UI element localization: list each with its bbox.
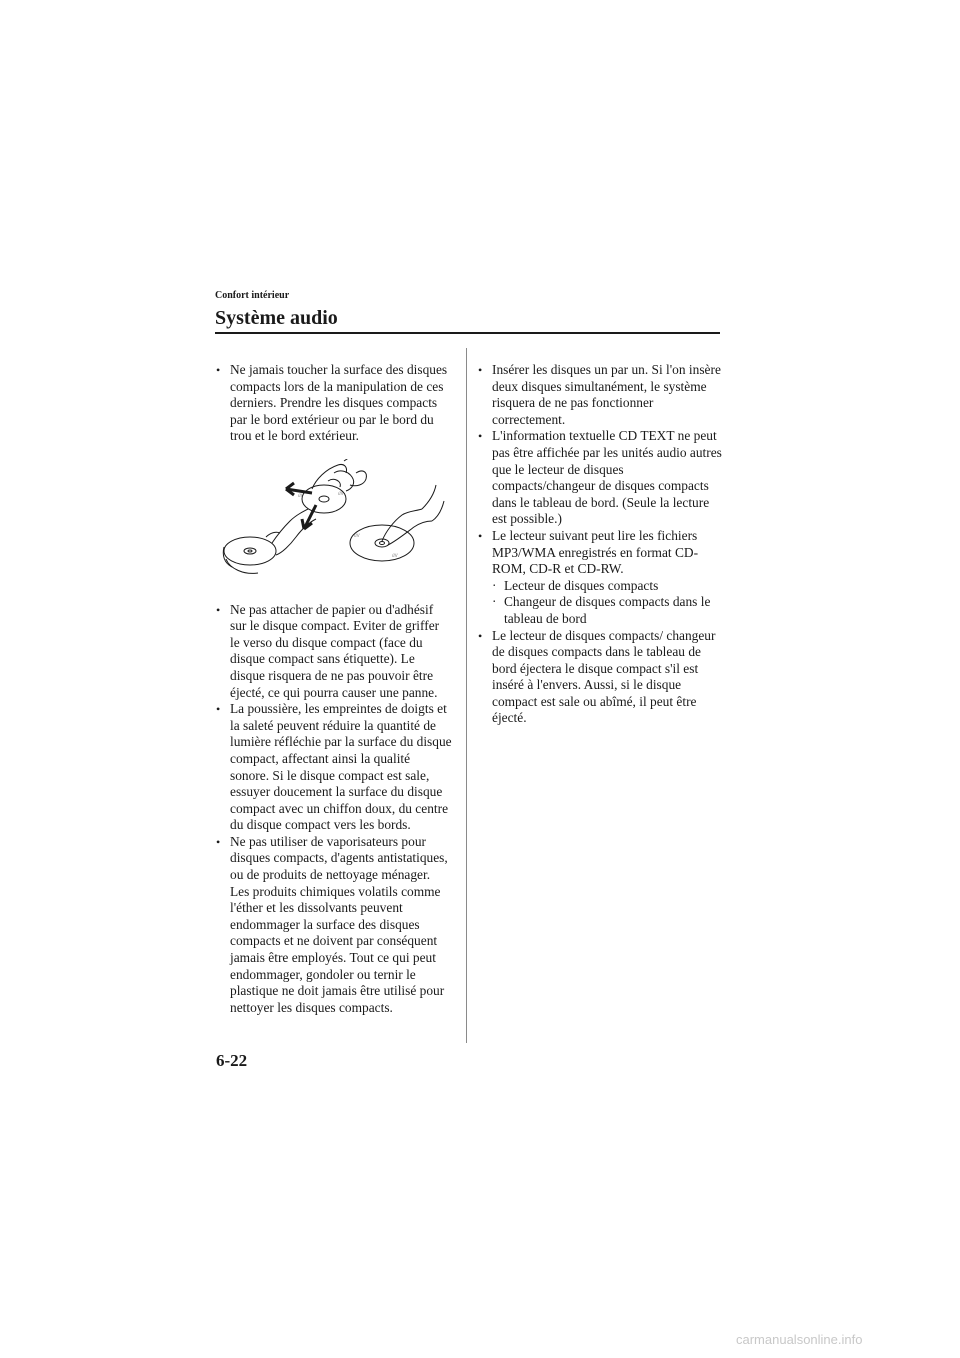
- hand-holding-disc-illustration: [223, 507, 316, 573]
- sub-list: [492, 578, 722, 628]
- bullet-dot-icon: •: [216, 702, 221, 717]
- cd-handling-illustration: [216, 459, 452, 587]
- bullet-item: [216, 834, 452, 1017]
- sub-list-item: [492, 578, 722, 595]
- left-bullets-bottom: [216, 602, 452, 1017]
- left-column: [216, 362, 452, 1016]
- bullet-text: Ne pas utiliser de vaporisateurs pour disques compacts, d'agents antistatiques, ou de produits de nettoyage ménager. Les produits chimiques volatils comme l'éther et les dissolvants peuvent endommager la surface des disques compacts et ne doivent par conséquent jamais être employés. Tout ce qui peut endommager, gondoler ou ternir le plastique ne doit jamais être utilisé pour nettoyer les disques compacts.: [230, 833, 448, 1015]
- section-label: Confort intérieur: [215, 290, 290, 301]
- sub-bullet-dot-icon: ·: [492, 594, 497, 610]
- left-bullets-top: [216, 362, 452, 445]
- bullet-text: Ne pas attacher de papier ou d'adhésif sur le disque compact. Eviter de griffer le verso du disque compact (face du disque compact sans étiquette). Le disque risquera de ne pas pouvoir être éjecté, ce qui pourra causer une panne.: [230, 601, 440, 700]
- bullet-text: Le lecteur suivant peut lire les fichiers MP3/WMA enregistrés en format CD-ROM, CD-R et CD-RW.: [492, 527, 699, 577]
- bullet-dot-icon: •: [216, 602, 221, 617]
- sub-item-text: Changeur de disques compacts dans le tableau de bord: [504, 594, 711, 626]
- svg-text:////: ////: [354, 533, 360, 539]
- bullet-text: L'information textuelle CD TEXT ne peut pas être affichée par les unités audio autres que le lecteur de disques compacts/changeur de disques compacts dans le tableau de bord. (Seule la lecture est possible.): [492, 428, 722, 527]
- page-number: 6-22: [216, 1051, 248, 1070]
- sub-item-text: Lecteur de disques compacts: [504, 577, 659, 593]
- bullet-dot-icon: •: [216, 363, 221, 377]
- svg-text:////: ////: [298, 493, 304, 499]
- header-rule: [215, 332, 720, 334]
- correct-handling-illustration: [350, 485, 444, 561]
- svg-text:////: ////: [338, 491, 344, 497]
- bullet-item: [216, 701, 452, 834]
- bullet-item: [478, 628, 722, 728]
- bullet-text: Ne jamais toucher la surface des disques compacts lors de la manipulation de ces derniers. Prendre les disques compacts par le bord extérieur ou par le bord du trou et le bord extérieur.: [230, 362, 448, 444]
- sub-bullet-dot-icon: ·: [492, 577, 497, 593]
- bullet-item: [216, 362, 452, 445]
- bullet-dot-icon: •: [216, 834, 221, 849]
- sub-list-item: [492, 594, 722, 627]
- bullet-dot-icon: •: [478, 628, 483, 643]
- page-title: Système audio: [215, 307, 338, 329]
- bullet-item: [478, 428, 722, 528]
- bullet-dot-icon: •: [478, 363, 483, 377]
- bullet-text: Insérer les disques un par un. Si l'on insère deux disques simultanément, le système risquera de ne pas fonctionner correctement.: [492, 362, 721, 427]
- page-header: [215, 290, 720, 330]
- bullet-item: [216, 602, 452, 702]
- column-divider: [466, 348, 467, 1043]
- right-bullets: [478, 362, 722, 727]
- bullet-dot-icon: •: [478, 528, 483, 543]
- watermark: carmanualsonline.info: [736, 1332, 863, 1347]
- bullet-dot-icon: •: [478, 429, 483, 444]
- bullet-text: Le lecteur de disques compacts/ changeur de disques compacts dans le tableau de bord éjectera le disque compact s'il est inséré à l'envers. Aussi, si le disque compact est sale ou abîmé, il peut être éjecté.: [492, 627, 716, 726]
- bullet-item: [478, 362, 722, 428]
- right-column: [478, 362, 722, 727]
- svg-text:////: ////: [392, 553, 398, 559]
- bullet-text: La poussière, les empreintes de doigts et la saleté peuvent réduire la quantité de lumière réfléchie par la surface du disque compact, affectant ainsi la qualité sonore. Si le disque compact est sale, essuyer doucement la surface du disque compact avec un chiffon doux, du centre du disque compact vers les bords.: [230, 701, 452, 833]
- incorrect-handling-illustration: [286, 459, 366, 529]
- bullet-item: [478, 528, 722, 628]
